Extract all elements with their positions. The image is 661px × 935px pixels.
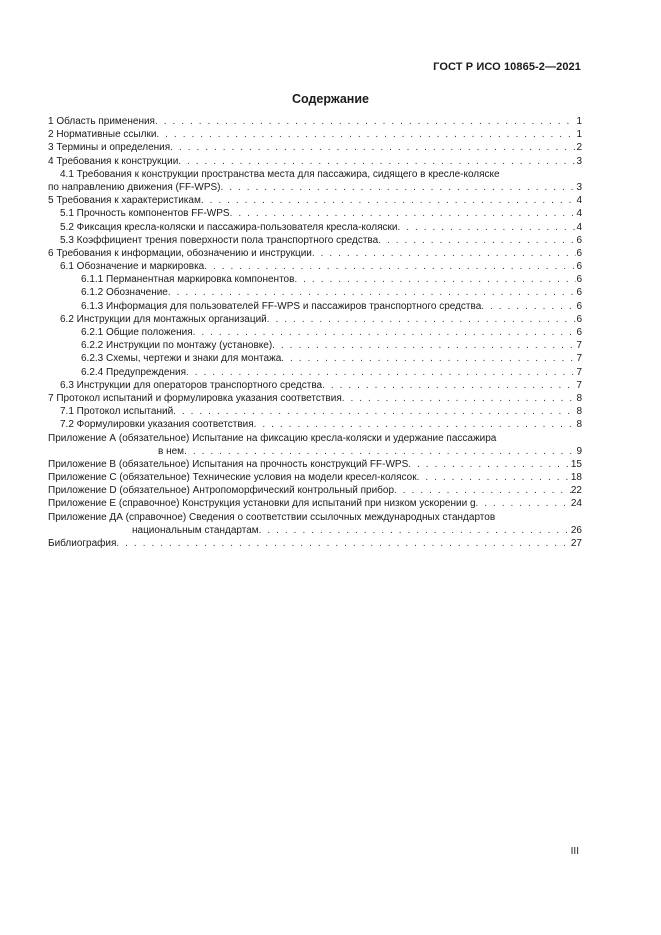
toc-page-number: 6 [576,327,582,338]
dot-leader [259,524,571,537]
toc-entry[interactable] [48,234,582,247]
toc-entry[interactable] [48,207,582,220]
toc-page-number: 22 [570,485,582,497]
toc-entry-text: 6.2 Инструкции для монтажных организаций [60,313,267,325]
dot-leader [186,366,576,379]
toc-page-number: 26 [570,524,582,536]
dot-leader [178,155,576,168]
toc-page-number: 2 [576,142,582,154]
toc-entry[interactable] [48,168,582,194]
toc-entry-text: 6.1.1 Перманентная маркировка компонентов [81,274,295,286]
toc-entry[interactable] [48,155,582,168]
toc-page-number: 8 [576,406,582,418]
dot-leader [378,234,576,247]
toc-page-number: 4 [576,208,582,220]
dot-leader [184,445,576,458]
toc-entry[interactable] [48,247,582,260]
toc-entry-text: 6.1 Обозначение и маркировка [60,261,205,273]
dot-leader [204,260,576,273]
dot-leader [481,300,576,313]
toc-entry-text: 4 Требования к конструкции [48,155,179,167]
toc-page-number: 4 [576,195,582,207]
toc-entry-text: 6.1.3 Информация для пользователей FF-WPS и пассажиров транспортного средства [81,300,482,312]
toc-entry[interactable] [48,339,582,352]
toc-entry[interactable] [48,537,582,550]
dot-leader [193,326,577,339]
toc-entry-text: Приложение С (обязательное) Технические условия на модели кресел-колясок [48,472,417,484]
toc-entry[interactable] [48,194,582,207]
dot-leader [408,458,571,471]
toc-entry-text-continued: по направлению движения (FF-WPS) [48,181,221,193]
page-number: III [570,846,579,857]
dot-leader [173,405,576,418]
dot-leader [221,181,577,194]
toc-entry-text: 6.2.4 Предупреждения [81,366,186,378]
toc-page-number: 8 [576,392,582,404]
toc-entry-text: Библиография [48,538,117,550]
toc-page-number: 3 [576,155,582,167]
toc-entry[interactable] [48,326,582,339]
toc-page-number: 7 [576,353,582,365]
toc-page-number: 7 [576,340,582,352]
dot-leader [476,497,571,510]
toc-entry-text: 6.3 Инструкции для операторов транспортного средства [60,379,323,391]
toc-entry-text: 4.1 Требования к конструкции пространства места для пассажира, сидящего в кресле-коляске [60,168,500,180]
toc-page-number: 8 [576,419,582,431]
toc-entry[interactable] [48,128,582,141]
toc-page-number: 15 [570,458,582,470]
toc-entry[interactable] [48,141,582,154]
toc-entry-text: 6.2.1 Общие положения [81,327,193,338]
toc-entry[interactable] [48,405,582,418]
dot-leader [417,471,571,484]
toc-entry[interactable] [48,286,582,299]
toc-entry[interactable] [48,260,582,273]
toc-entry-text: 7 Протокол испытаний и формулировка указания соответствия [48,392,342,404]
dot-leader [294,273,576,286]
dot-leader [397,221,576,234]
toc-entry-text: Приложение D (обязательное) Антропоморфический контрольный прибор [48,485,395,497]
toc-page-number: 6 [576,274,582,286]
document-code: ГОСТ Р ИСО 10865-2—2021 [433,61,581,73]
toc-entry[interactable] [48,511,582,537]
toc-entry[interactable] [48,379,582,392]
dot-leader [394,484,571,497]
toc-page-number: 6 [576,234,582,246]
toc-entry[interactable] [48,115,582,128]
toc-entry-text: 5 Требования к характеристикам [48,195,201,207]
toc-entry[interactable] [48,221,582,234]
toc-entry-text: 5.1 Прочность компонентов FF-WPS [60,208,230,220]
toc-entry[interactable] [48,273,582,286]
toc-entry-text: 3 Термины и определения [48,142,171,154]
toc-page-number: 6 [576,247,582,259]
toc-page-number: 6 [576,287,582,299]
toc-entry-text: Приложение А (обязательное) Испытание на фиксацию кресла-коляски и удержание пассажира [48,432,497,444]
toc-page-number: 9 [576,445,582,457]
table-of-contents [48,115,582,550]
toc-page-number: 6 [576,313,582,325]
toc-page-number: 3 [576,181,582,193]
toc-entry[interactable] [48,352,582,365]
toc-entry[interactable] [48,392,582,405]
toc-entry[interactable] [48,484,582,497]
dot-leader [272,339,576,352]
toc-entry-text: 7.2 Формулировки указания соответствия [60,419,254,431]
toc-entry-text: Приложение Е (справочное) Конструкция установки для испытаний при низком ускорении g [48,498,476,510]
toc-entry-text: 1 Область применения [48,115,155,127]
toc-entry[interactable] [48,497,582,510]
toc-entry[interactable] [48,432,582,458]
toc-entry-text: 6.2.3 Схемы, чертежи и знаки для монтажа [81,353,282,365]
toc-entry[interactable] [48,366,582,379]
toc-entry-text-continued: в нем [158,445,185,457]
toc-entry-text: Приложение В (обязательное) Испытания на прочность конструкций FF-WPS [48,458,409,470]
dot-leader [155,115,576,128]
dot-leader [230,207,577,220]
toc-entry[interactable] [48,418,582,431]
toc-entry-text: Приложение ДА (справочное) Сведения о соответствии ссылочных международных стандартов [48,511,496,523]
dot-leader [170,141,576,154]
toc-page-number: 18 [570,472,582,484]
toc-page-number: 1 [576,115,582,127]
dot-leader [322,379,576,392]
toc-entry-text: 6.2.2 Инструкции по монтажу (установке) [81,340,273,352]
toc-entry-text: 5.2 Фиксация кресла-коляски и пассажира-пользователя кресла-коляски [60,221,398,233]
toc-entry-text: 6 Требования к информации, обозначению и инструкции [48,247,312,259]
toc-entry[interactable] [48,313,582,326]
toc-page-number: 27 [570,538,582,550]
dot-leader [281,352,576,365]
toc-entry[interactable] [48,471,582,484]
dot-leader [267,313,577,326]
toc-page-number: 6 [576,261,582,273]
dot-leader [116,537,570,550]
toc-entry-text-continued: национальным стандартам [132,524,259,536]
dot-leader [168,286,577,299]
dot-leader [312,247,577,260]
toc-entry[interactable] [48,458,582,471]
toc-page-number: 24 [570,498,582,510]
toc-page-number: 1 [576,129,582,141]
dot-leader [201,194,577,207]
toc-page-number: 6 [576,300,582,312]
toc-page-number: 7 [576,379,582,391]
dot-leader [156,128,576,141]
toc-entry-text: 2 Нормативные ссылки [48,129,157,141]
dot-leader [254,418,577,431]
toc-title: Содержание [291,92,369,106]
toc-entry-text: 6.1.2 Обозначение [81,287,168,299]
toc-entry-text: 5.3 Коэффициент трения поверхности пола транспортного средства [60,234,379,246]
toc-page-number: 7 [576,366,582,378]
dot-leader [342,392,577,405]
toc-page-number: 4 [576,221,582,233]
toc-entry-text: 7.1 Протокол испытаний [60,406,174,418]
toc-entry[interactable] [48,300,582,313]
